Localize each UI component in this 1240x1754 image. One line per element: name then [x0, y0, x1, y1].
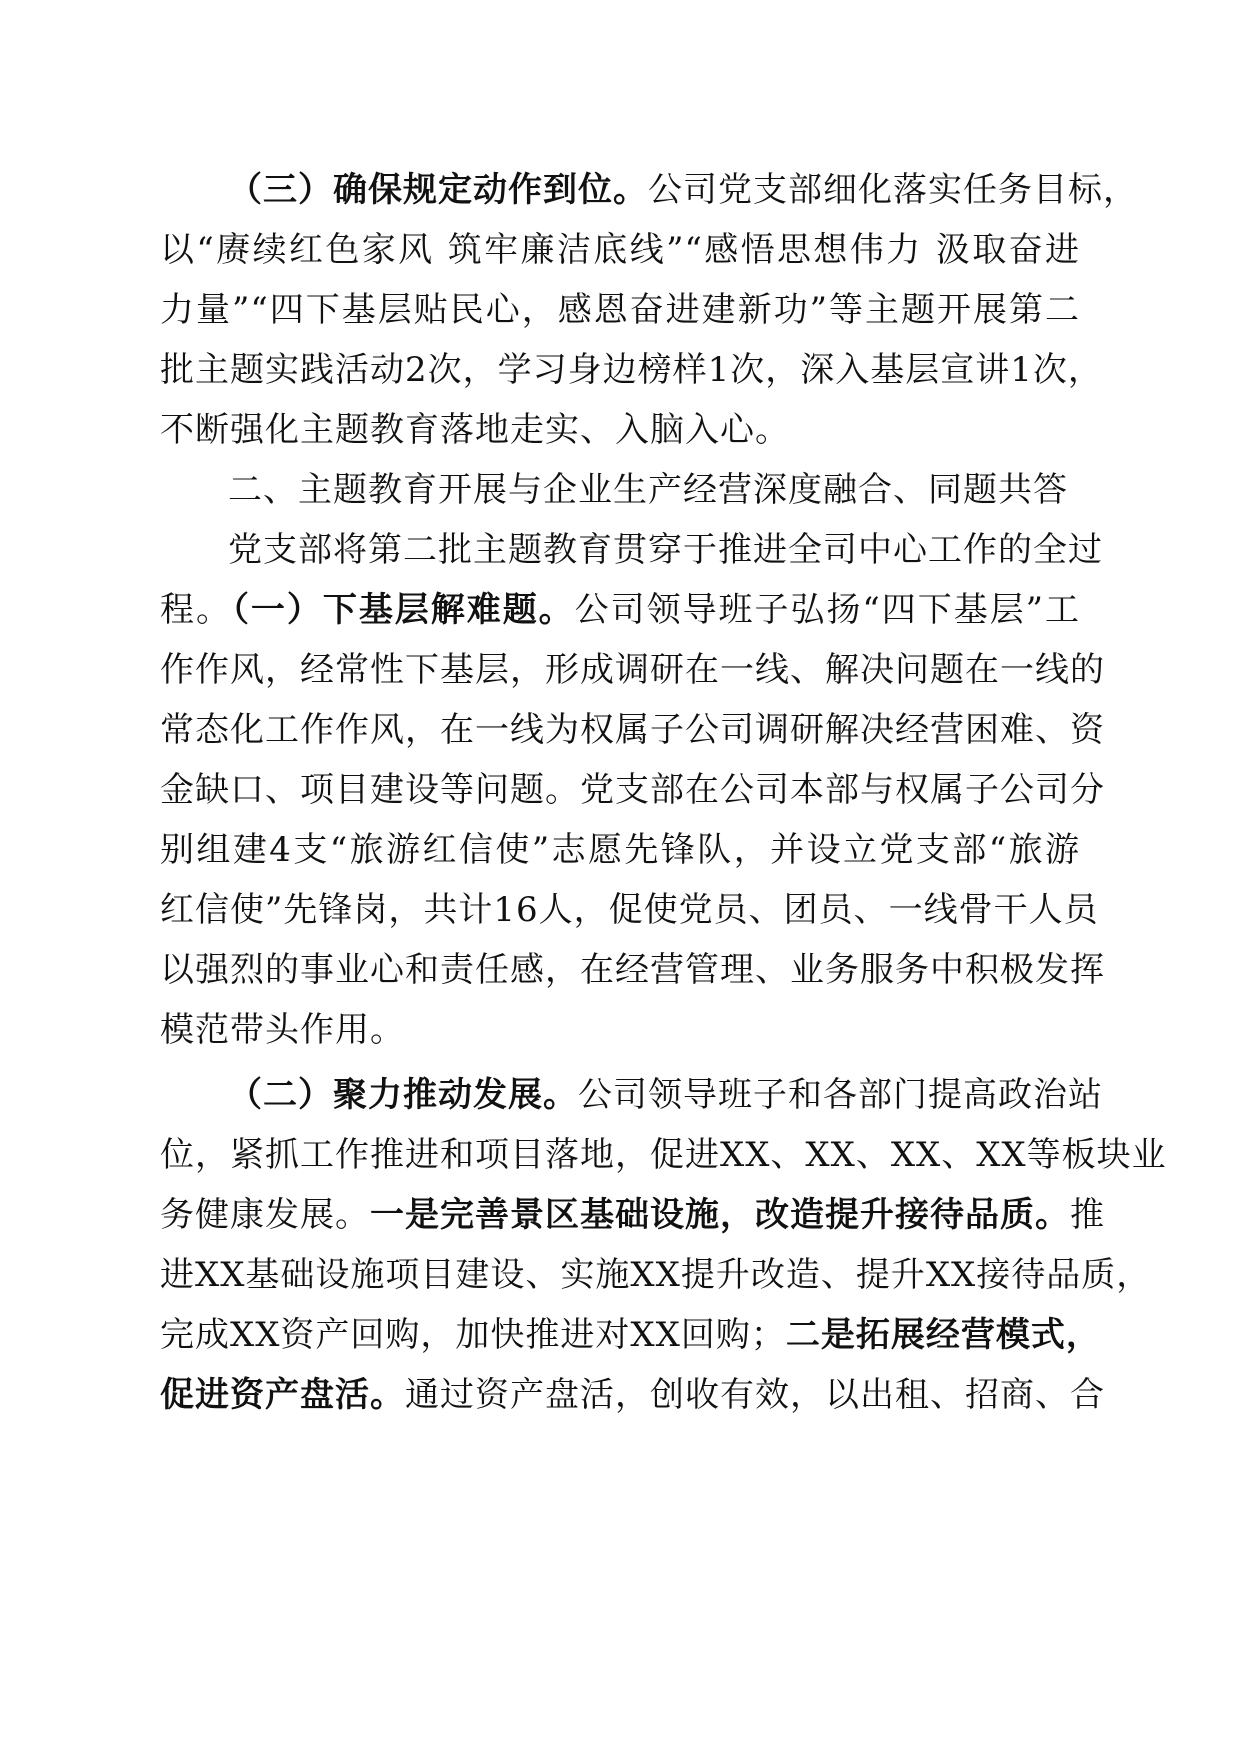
paragraph-line: 模范带头作用。 [160, 1010, 405, 1050]
bold-phrase: 一是完善景区基础设施，改造提升接待品质。 [370, 1195, 1070, 1235]
paragraph-line: 作作风，经常性下基层，形成调研在一线、解决问题在一线的 [160, 650, 1105, 690]
paragraph-line [160, 1303, 1101, 1367]
paragraph-line [228, 158, 1138, 222]
body-text: 推 [1070, 1195, 1105, 1235]
body-text: 务健康发展。 [160, 1195, 370, 1235]
body-text: 程。 [160, 590, 232, 630]
paragraph-line: 常态化工作作风，在一线为权属子公司调研解决经营困难、资 [160, 710, 1105, 750]
paragraph-line: 进XX基础设施项目建设、实施XX提升改造、提升XX接待品质， [160, 1255, 1152, 1295]
paragraph-line: 党支部将第二批主题教育贯穿于推进全司中心工作的全过 [228, 530, 1103, 570]
bold-phrase: 促进资产盘活。 [160, 1375, 405, 1415]
body-text: 公司领导班子弘扬“四下基层”工 [574, 590, 1081, 630]
paragraph-line: 以强烈的事业心和责任感，在经营管理、业务服务中积极发挥 [160, 950, 1105, 990]
body-text: 公司党支部细化落实任务目标， [648, 170, 1138, 210]
paragraph-line: 位，紧抓工作推进和项目落地，促进XX、XX、XX、XX等板块业 [160, 1135, 1167, 1175]
section-heading: （二）聚力推动发展。 [228, 1075, 578, 1115]
paragraph-line [160, 1183, 1105, 1247]
body-text: 公司领导班子和各部门提高政治站 [578, 1075, 1103, 1115]
body-text: 通过资产盘活，创收有效，以出租、招商、合 [405, 1375, 1105, 1415]
paragraph-line: 力量”“四下基层贴民心，感恩奋进建新功”等主题开展第二 [160, 290, 1080, 330]
paragraph-line [228, 1063, 1103, 1127]
chapter-heading: 二、主题教育开展与企业生产经营深度融合、同题共答 [228, 470, 1068, 510]
paragraph-line: 批主题实践活动2次，学习身边榜样1次，深入基层宣讲1次， [160, 350, 1103, 390]
body-text: 完成XX资产回购，加快推进对XX回购； [160, 1315, 786, 1355]
paragraph-line: 不断强化主题教育落地走实、入脑入心。 [160, 410, 790, 450]
paragraph-line: 红信使”先锋岗，共计16人，促使党员、团员、一线骨干人员 [160, 890, 1099, 930]
paragraph-line [160, 1363, 1105, 1427]
paragraph-line: 别组建4支“旅游红信使”志愿先锋队，并设立党支部“旅游 [160, 830, 1080, 870]
paragraph-line: 以“赓续红色家风 筑牢廉洁底线”“感悟思想伟力 汲取奋进 [160, 230, 1080, 270]
paragraph-line: 金缺口、项目建设等问题。党支部在公司本部与权属子公司分 [160, 770, 1105, 810]
bold-phrase: 二是拓展经营模式， [785, 1315, 1101, 1355]
section-heading: （三）确保规定动作到位。 [228, 170, 648, 210]
paragraph-line [160, 578, 1080, 642]
section-heading: （一）下基层解难题。 [231, 590, 575, 630]
